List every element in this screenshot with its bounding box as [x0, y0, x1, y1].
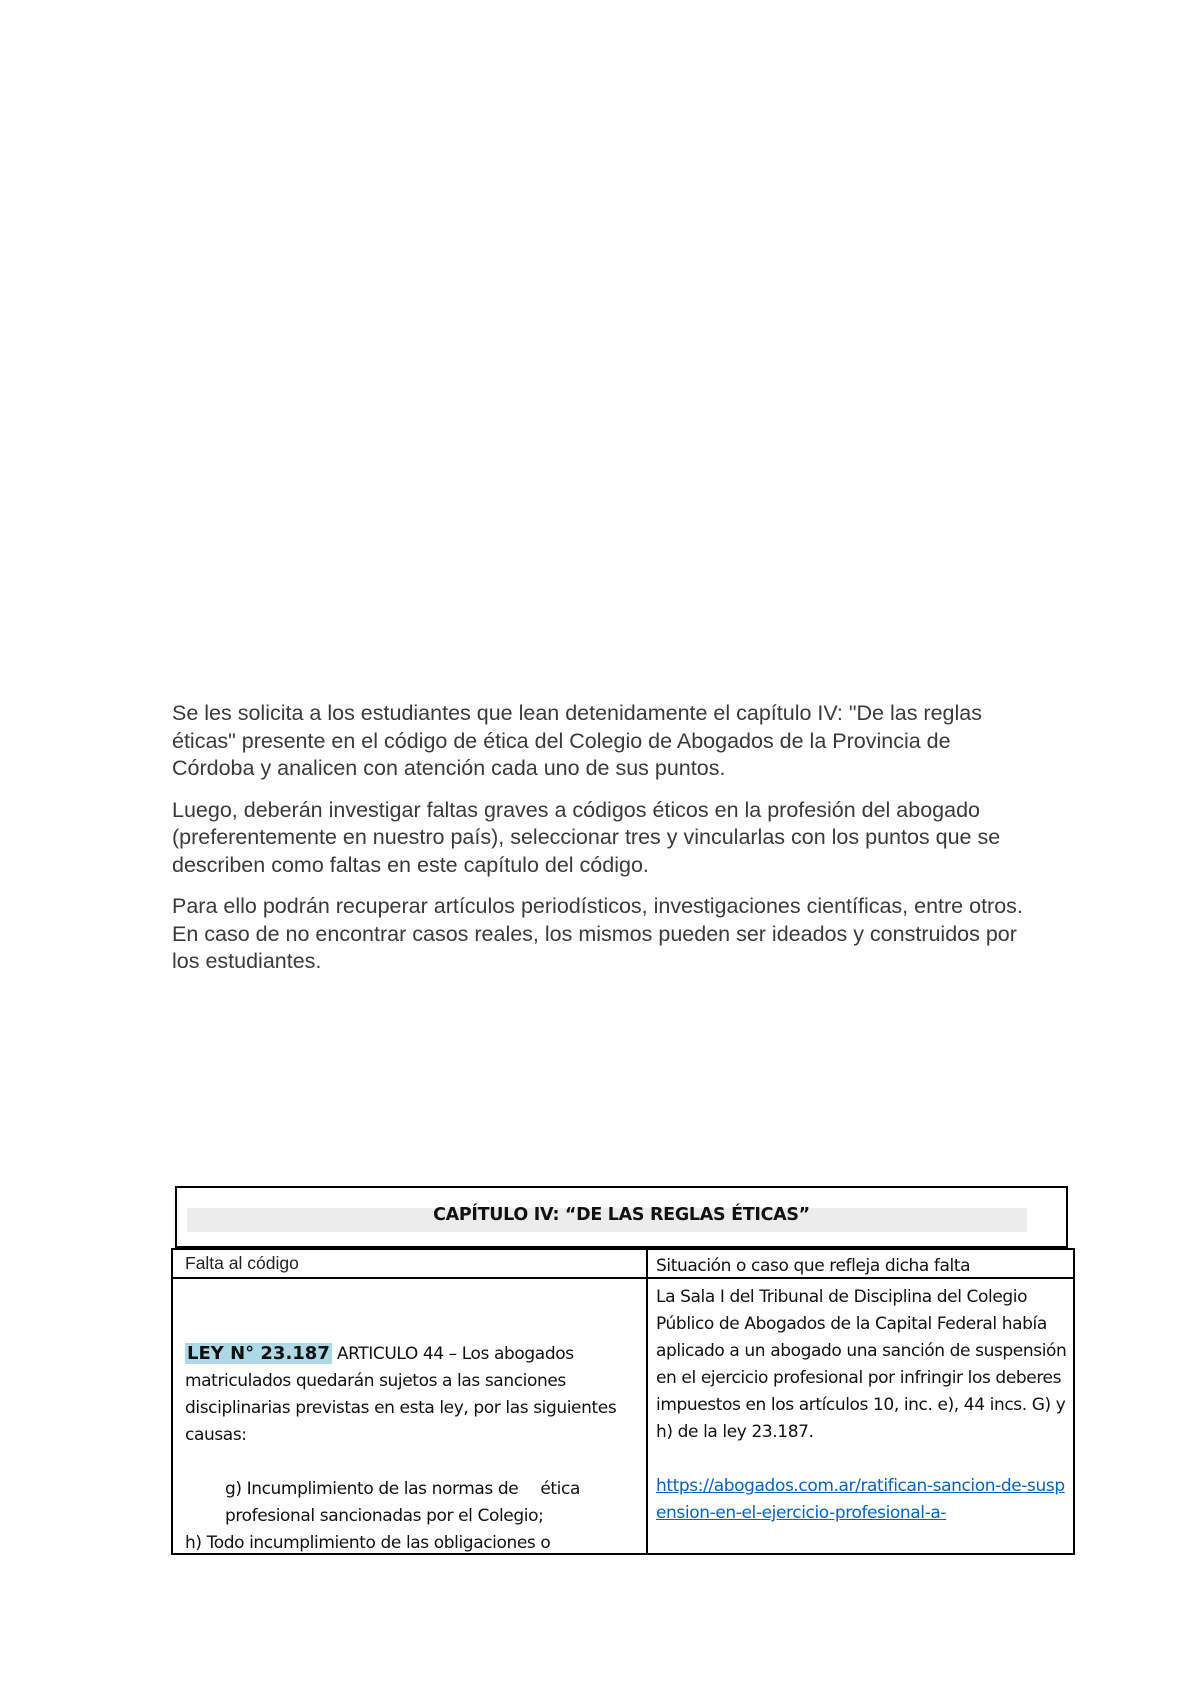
intro-paragraph-3: Para ello podrán recuperar artículos periodísticos, investigaciones científicas, entre otros. En caso de no encontrar casos reales, los mismos pueden ser ideados y construidos por los estudiantes.: [172, 894, 1023, 973]
intro-paragraph-2: Luego, deberán investigar faltas graves a códigos éticos en la profesión del abogado (preferentemente en nuestro país), seleccionar tres y vincularlas con los puntos que se describen como faltas en este capítulo del código.: [172, 797, 1001, 877]
intro-paragraph-1: Se les solicita a los estudiantes que lean detenidamente el capítulo IV: "De las reglas éticas" presente en el código de ética del Colegio de Abogados de la Provincia de Córdoba y analicen con atención cada uno de sus puntos.: [172, 701, 982, 780]
situacion-cell: [656, 1284, 1068, 1527]
header-divider: [173, 1277, 1073, 1279]
table-title-box: [175, 1186, 1068, 1248]
item-g: [185, 1476, 635, 1530]
case-text: La Sala I del Tribunal de Disciplina del Colegio Público de Abogados de la Capital Federal había aplicado a un abogado una sanción de suspensión en el ejercicio profesional por infringir los deberes impuestos en los artículos 10, inc. e), 44 incs. G) y h) de la ley 23.187.: [656, 1287, 1067, 1442]
column-header-falta: Falta al código: [185, 1253, 299, 1273]
ley-highlight: LEY N° 23.187: [187, 1343, 330, 1364]
item-h: h) Todo incumplimiento de las obligaciones o: [185, 1533, 551, 1553]
article-text: ARTICULO 44 – Los abogados matriculados quedarán sujetos a las sanciones disciplinarias previstas en esta ley, por las siguientes causas:: [185, 1344, 617, 1445]
column-divider: [646, 1250, 648, 1553]
faults-table: [171, 1248, 1075, 1555]
intro-text: [172, 700, 1032, 990]
falta-cell: [185, 1340, 635, 1557]
table-title: CAPÍTULO IV: “DE LAS REGLAS ÉTICAS”: [433, 1205, 810, 1225]
column-header-situacion: Situación o caso que refleja dicha falta: [656, 1256, 971, 1276]
source-link[interactable]: https://abogados.com.ar/ratifican-sancion-de-suspension-en-el-ejercicio-profesional-a-: [656, 1476, 1065, 1523]
item-g-text-b: ética profesional sancionadas por el Colegio;: [225, 1479, 580, 1526]
item-g-text-a: g) Incumplimiento de las normas de: [225, 1479, 519, 1499]
